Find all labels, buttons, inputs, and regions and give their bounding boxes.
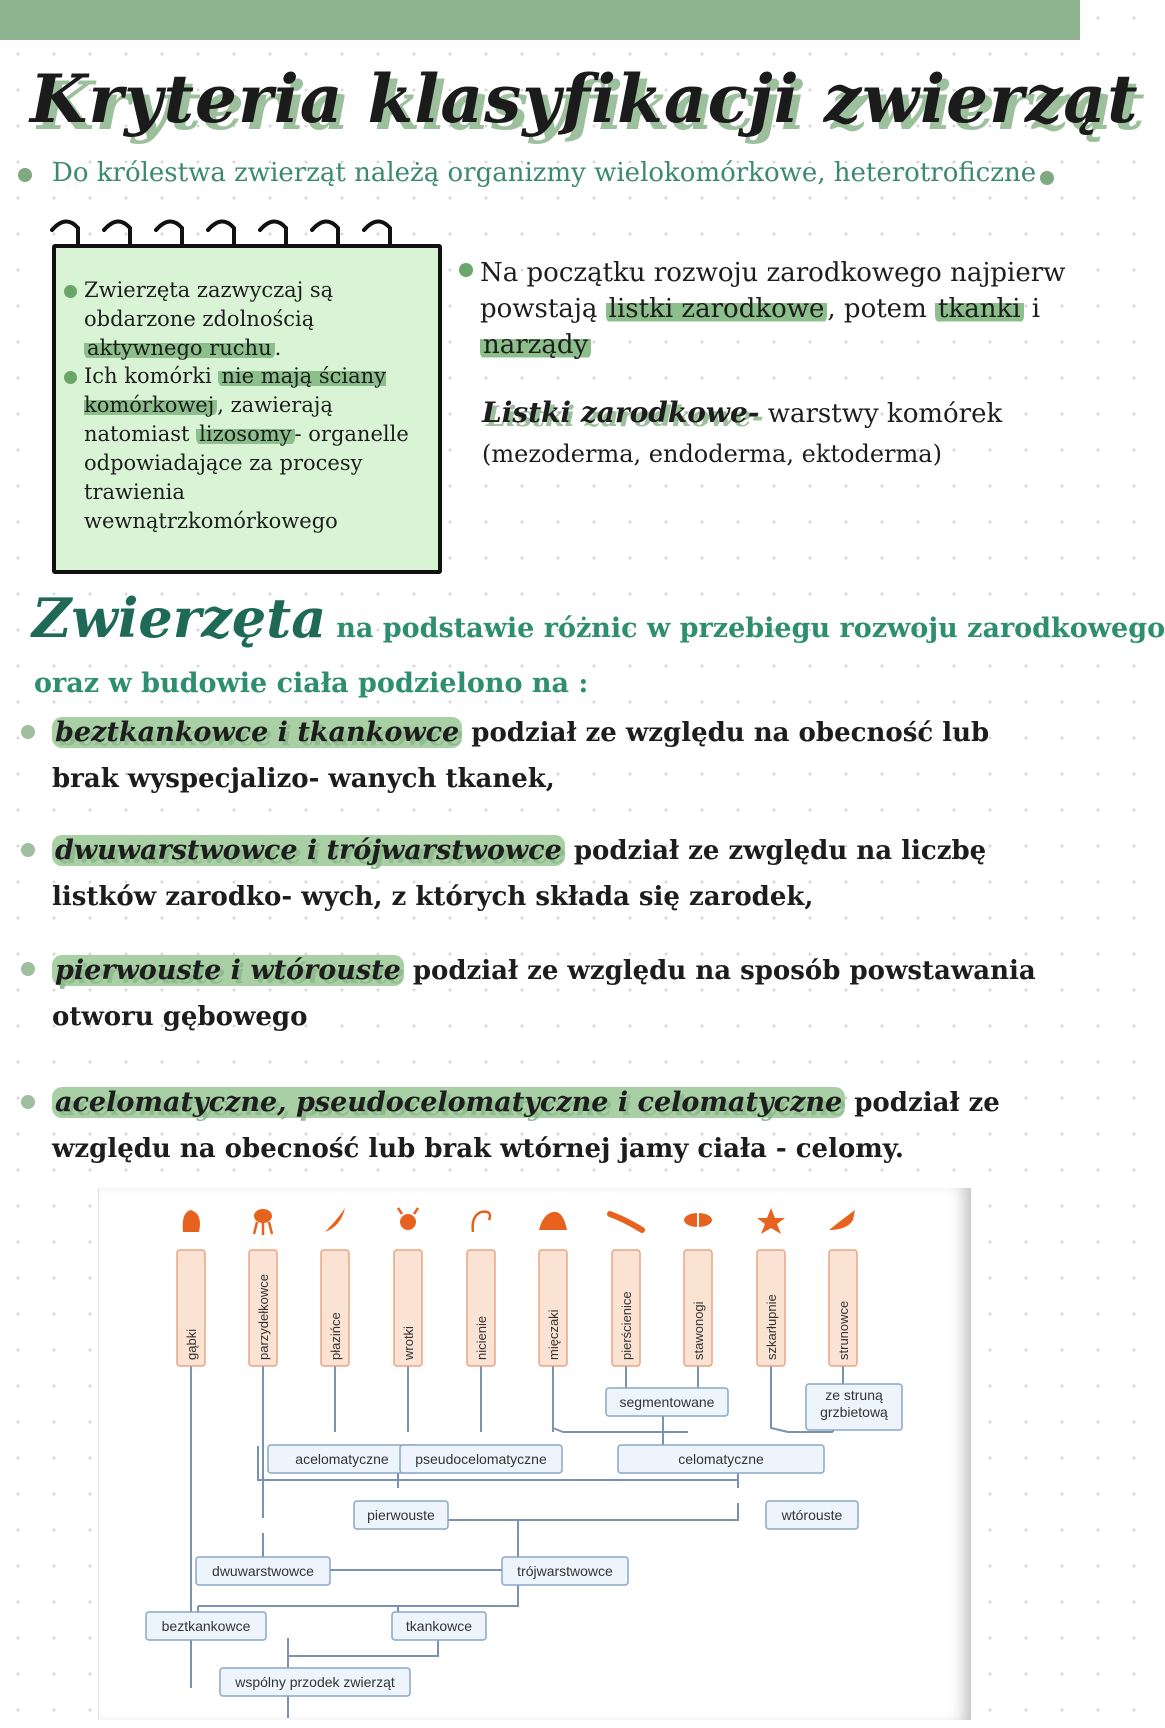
- icon-shape: [254, 1222, 272, 1235]
- category-term: acelomatyczne, pseudocelomatyczne i celomatyczne: [52, 1087, 845, 1118]
- icon-shape: [398, 1208, 418, 1214]
- icon-shape: [829, 1210, 855, 1230]
- category-item: [52, 710, 1062, 802]
- icon-shape: [325, 1208, 345, 1232]
- development-paragraph: [480, 255, 1070, 363]
- category-item: [52, 828, 1062, 920]
- taxon-label: strunowce: [836, 1300, 851, 1360]
- icon-shape: [400, 1214, 416, 1230]
- taxon-label: szkarłupnie: [764, 1294, 779, 1360]
- icon-shape: [610, 1214, 642, 1230]
- node-acelomatyczne-label: acelomatyczne: [295, 1451, 389, 1467]
- section-subtitle: na podstawie różnic w przebiegu rozwoju zarodkowego: [336, 613, 1165, 644]
- starfish-icon: [757, 1208, 785, 1234]
- rotifer-icon: [398, 1208, 418, 1230]
- taxon-label: pierścienice: [619, 1291, 634, 1360]
- note-item-movement: [84, 276, 414, 363]
- note-text: .: [274, 336, 282, 360]
- category-term: beztkankowce i tkankowce: [52, 717, 462, 748]
- snail-icon: [539, 1212, 567, 1230]
- section-title: Zwierzęta: [32, 586, 327, 650]
- note-text: Zwierzęta zazwyczaj są obdarzone zdolnością: [84, 278, 334, 331]
- icon-shape: [183, 1210, 200, 1232]
- tree-branch: [438, 1583, 518, 1606]
- node-pierwouste-label: pierwouste: [367, 1507, 435, 1523]
- note-item-cells: [84, 362, 414, 536]
- taxon-label: nicienie: [474, 1315, 489, 1360]
- note-text: Ich komórki: [84, 364, 219, 388]
- note-box: [52, 244, 442, 574]
- highlight-text: narządy: [480, 330, 591, 360]
- taxon-label: parzydełkowce: [256, 1274, 271, 1360]
- taxon-label: gąbki: [184, 1328, 199, 1360]
- tree-branch: [553, 1366, 563, 1432]
- flatworm-icon: [325, 1208, 345, 1232]
- jellyfish-icon: [254, 1209, 272, 1235]
- intro-bullet: [18, 168, 32, 182]
- germ-layers-list: (mezoderma, endoderma, ektoderma): [482, 440, 942, 468]
- tree-branch: [478, 1503, 738, 1520]
- intro-bullet-end: [1040, 171, 1054, 185]
- taxon-label: wrotki: [401, 1326, 416, 1360]
- node-dwuwarstwowce-label: dwuwarstwowce: [212, 1563, 314, 1579]
- bullet: [64, 371, 77, 384]
- page-title: Kryteria klasyfikacji zwierząt: [30, 60, 1139, 138]
- bird-icon: [829, 1210, 855, 1230]
- bullet: [459, 263, 473, 277]
- highlight-text: listki zarodkowe: [606, 294, 828, 324]
- note-text: - organelle odpowiadające za procesy trawienia wewnątrzkomórkowego: [84, 422, 409, 533]
- node-tkankowce-label: tkankowce: [405, 1618, 473, 1634]
- node-ze-struna-grzbietowa-label: grzbietową: [820, 1404, 888, 1420]
- nematode-icon: [473, 1212, 490, 1232]
- definition-text: warstwy komórek: [767, 399, 1003, 429]
- node-wspolny-przodek-label: wspólny przodek zwierząt: [235, 1674, 395, 1690]
- earthworm-icon: [610, 1214, 642, 1230]
- bullet: [64, 285, 77, 298]
- category-item: [52, 948, 1062, 1040]
- paragraph-text: , potem: [827, 294, 935, 324]
- category-term: dwuwarstwowce i trójwarstwowce: [52, 835, 565, 866]
- icon-shape: [254, 1209, 272, 1223]
- taxon-label: płazińce: [328, 1312, 343, 1360]
- phylogenetic-tree: [98, 1188, 970, 1720]
- section-subtitle-line2: oraz w budowie ciała podzielono na :: [34, 668, 589, 699]
- icon-shape: [757, 1208, 785, 1234]
- node-trojwarstwowce-label: trójwarstwowce: [517, 1563, 613, 1579]
- node-segmentowane-label: segmentowane: [619, 1394, 715, 1410]
- germ-layers-definition: [482, 396, 1002, 429]
- category-desc: podział ze względu na sposób powstawania otworu gębowego: [52, 956, 1036, 1032]
- bullet: [21, 725, 35, 739]
- category-item: [52, 1080, 1062, 1172]
- taxon-label: mięczaki: [546, 1309, 561, 1360]
- sponge-icon: [183, 1210, 200, 1232]
- taxon-label: stawonogi: [691, 1301, 706, 1360]
- term-heading: Listki zarodkowe-: [482, 396, 760, 429]
- paragraph-text: i: [1023, 294, 1041, 324]
- top-banner: [0, 0, 1080, 40]
- highlight-text: tkanki: [935, 294, 1024, 324]
- intro-text: Do królestwa zwierząt należą organizmy wielokomórkowe, heterotroficzne: [52, 158, 1037, 188]
- note-text: , zawierają natomiast: [84, 393, 333, 446]
- division-heading: [32, 586, 1165, 650]
- node-ze-struna-grzbietowa-label: ze struną: [825, 1387, 883, 1403]
- category-desc: podział ze względu na obecność lub brak wyspecjalizo- wanych tkanek,: [52, 718, 990, 794]
- bullet: [21, 962, 35, 976]
- bullet: [21, 1095, 35, 1109]
- tree-branch: [771, 1366, 788, 1432]
- highlight-text: lizosomy: [196, 422, 294, 446]
- insect-icon: [684, 1212, 712, 1228]
- category-desc: podział ze względu na obecność lub brak wtórnej jamy ciała - celomy.: [52, 1088, 1000, 1164]
- highlight-text: aktywnego ruchu: [84, 336, 275, 360]
- node-wtorouste-label: wtórouste: [781, 1507, 843, 1523]
- node-celomatyczne-label: celomatyczne: [678, 1451, 764, 1467]
- paragraph-text: Na początku rozwoju zarodkowego najpierw powstają: [480, 258, 1066, 324]
- category-desc: podział ze zwględu na liczbę listków zarodko- wych, z których składa się zarodek,: [52, 836, 987, 912]
- node-beztkankowce-label: beztkankowce: [161, 1618, 251, 1634]
- bullet: [21, 843, 35, 857]
- category-term: pierwouste i wtórouste: [52, 955, 404, 986]
- icon-shape: [539, 1212, 567, 1230]
- icon-shape: [473, 1212, 490, 1232]
- node-pseudocelomatyczne-label: pseudocelomatyczne: [415, 1451, 547, 1467]
- highlight-text: nie mają ściany komórkowej: [84, 364, 386, 417]
